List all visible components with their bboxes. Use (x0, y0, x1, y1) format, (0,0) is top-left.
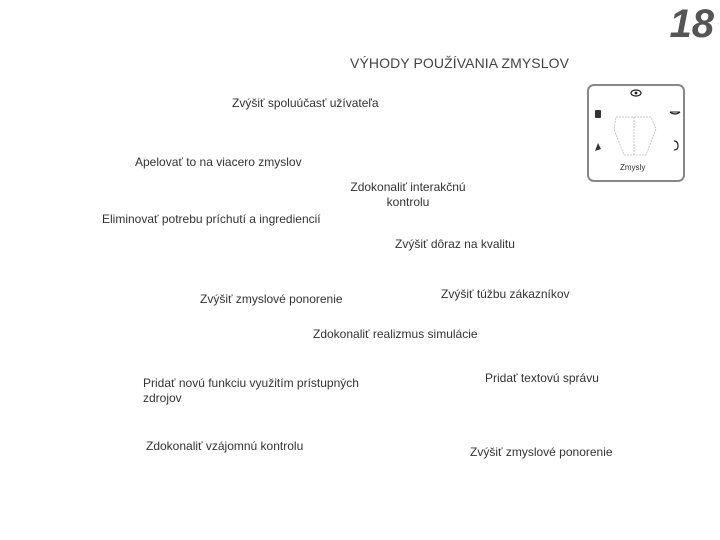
phrase-simulation-realism: Zdokonaliť realizmus simulácie (313, 327, 478, 341)
phrase-mutual-control: Zdokonaliť vzájomnú kontrolu (146, 439, 304, 453)
phrase-multiple-senses: Apelovať to na viacero zmyslov (135, 155, 302, 169)
phrase-text-message: Pridať textovú správu (485, 371, 599, 385)
slide-title: VÝHODY POUŽÍVANIA ZMYSLOV (350, 55, 570, 71)
phrase-customer-desire: Zvýšiť túžbu zákazníkov (441, 287, 570, 301)
phrase-immersion-1: Zvýšiť zmyslové ponorenie (200, 292, 343, 306)
page-number: 18 (669, 2, 714, 46)
phrase-immersion-2: Zvýšiť zmyslové ponorenie (470, 445, 613, 459)
phrase-eliminate-flavors: Eliminovať potrebu príchutí a ingrediencií (102, 212, 321, 226)
phrase-new-function: Pridať novú funkciu využitím prístupných zdrojov (143, 376, 359, 405)
hand-icon (595, 110, 601, 118)
phrase-interaction-control: Zdokonaliť interakčnú kontrolu (350, 180, 466, 209)
phrase-participation: Zvýšiť spoluúčasť užívateľa (232, 96, 379, 110)
senses-label: Zmysly (620, 163, 646, 172)
phrase-quality: Zvýšiť dôraz na kvalitu (395, 237, 515, 251)
